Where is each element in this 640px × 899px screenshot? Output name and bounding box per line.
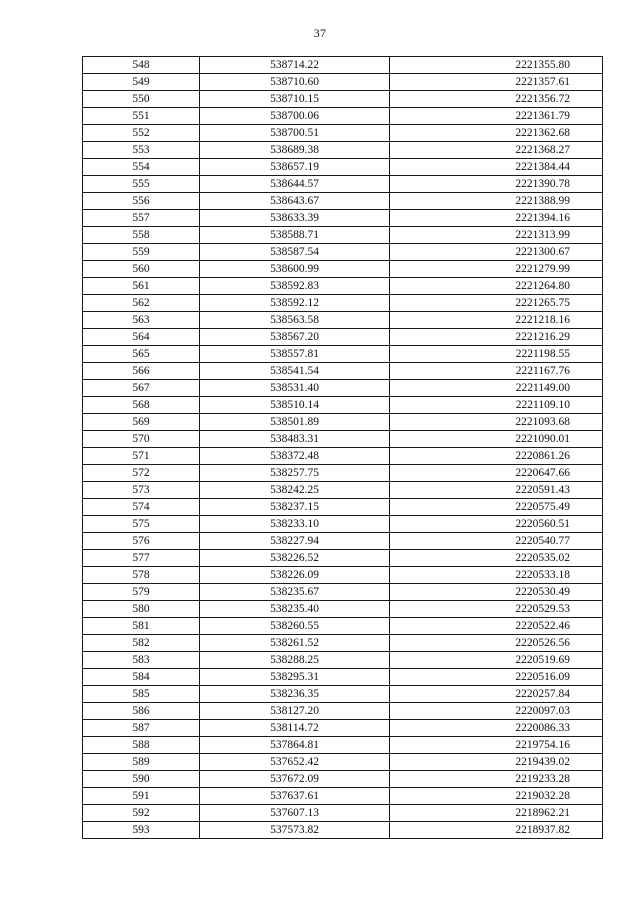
point-number-cell: 568: [83, 397, 200, 414]
table-row: [83, 754, 603, 771]
y-coordinate-cell: 2221149.00: [390, 380, 603, 397]
x-coordinate-cell: 538600.99: [200, 261, 390, 278]
point-number-cell: 581: [83, 618, 200, 635]
coordinates-table: [82, 56, 603, 839]
x-coordinate-cell: 537652.42: [200, 754, 390, 771]
table-row: [83, 346, 603, 363]
table-row: [83, 533, 603, 550]
y-coordinate-cell: 2219439.02: [390, 754, 603, 771]
table-row: [83, 108, 603, 125]
point-number-cell: 549: [83, 74, 200, 91]
x-coordinate-cell: 538714.22: [200, 57, 390, 74]
x-coordinate-cell: 538260.55: [200, 618, 390, 635]
point-number-cell: 578: [83, 567, 200, 584]
point-number-cell: 575: [83, 516, 200, 533]
point-number-cell: 553: [83, 142, 200, 159]
table-row: [83, 431, 603, 448]
x-coordinate-cell: 538483.31: [200, 431, 390, 448]
y-coordinate-cell: 2218962.21: [390, 805, 603, 822]
point-number-cell: 570: [83, 431, 200, 448]
x-coordinate-cell: 538657.19: [200, 159, 390, 176]
x-coordinate-cell: 538288.25: [200, 652, 390, 669]
y-coordinate-cell: 2221313.99: [390, 227, 603, 244]
table-row: [83, 567, 603, 584]
x-coordinate-cell: 538563.58: [200, 312, 390, 329]
x-coordinate-cell: 538236.35: [200, 686, 390, 703]
point-number-cell: 579: [83, 584, 200, 601]
point-number-cell: 555: [83, 176, 200, 193]
x-coordinate-cell: 538501.89: [200, 414, 390, 431]
table-row: [83, 482, 603, 499]
x-coordinate-cell: 538510.14: [200, 397, 390, 414]
x-coordinate-cell: 538644.57: [200, 176, 390, 193]
x-coordinate-cell: 538235.40: [200, 601, 390, 618]
point-number-cell: 557: [83, 210, 200, 227]
y-coordinate-cell: 2220522.46: [390, 618, 603, 635]
point-number-cell: 583: [83, 652, 200, 669]
y-coordinate-cell: 2220529.53: [390, 601, 603, 618]
y-coordinate-cell: 2220086.33: [390, 720, 603, 737]
table-row: [83, 210, 603, 227]
y-coordinate-cell: 2221300.67: [390, 244, 603, 261]
point-number-cell: 587: [83, 720, 200, 737]
y-coordinate-cell: 2221167.76: [390, 363, 603, 380]
y-coordinate-cell: 2220257.84: [390, 686, 603, 703]
x-coordinate-cell: 537637.61: [200, 788, 390, 805]
table-row: [83, 550, 603, 567]
y-coordinate-cell: 2220530.49: [390, 584, 603, 601]
table-row: [83, 329, 603, 346]
coordinates-table-body: [83, 57, 603, 839]
table-row: [83, 652, 603, 669]
y-coordinate-cell: 2221384.44: [390, 159, 603, 176]
y-coordinate-cell: 2221355.80: [390, 57, 603, 74]
table-row: [83, 261, 603, 278]
x-coordinate-cell: 538689.38: [200, 142, 390, 159]
y-coordinate-cell: 2220519.69: [390, 652, 603, 669]
x-coordinate-cell: 538242.25: [200, 482, 390, 499]
x-coordinate-cell: 538233.10: [200, 516, 390, 533]
point-number-cell: 586: [83, 703, 200, 720]
x-coordinate-cell: 538700.51: [200, 125, 390, 142]
point-number-cell: 548: [83, 57, 200, 74]
x-coordinate-cell: 538557.81: [200, 346, 390, 363]
y-coordinate-cell: 2220540.77: [390, 533, 603, 550]
table-row: [83, 142, 603, 159]
x-coordinate-cell: 538643.67: [200, 193, 390, 210]
x-coordinate-cell: 538541.54: [200, 363, 390, 380]
y-coordinate-cell: 2220861.26: [390, 448, 603, 465]
point-number-cell: 552: [83, 125, 200, 142]
table-row: [83, 635, 603, 652]
table-row: [83, 499, 603, 516]
x-coordinate-cell: 538227.94: [200, 533, 390, 550]
table-row: [83, 805, 603, 822]
table-row: [83, 312, 603, 329]
x-coordinate-cell: 538567.20: [200, 329, 390, 346]
y-coordinate-cell: 2221264.80: [390, 278, 603, 295]
y-coordinate-cell: 2221394.16: [390, 210, 603, 227]
point-number-cell: 572: [83, 465, 200, 482]
table-row: [83, 295, 603, 312]
point-number-cell: 565: [83, 346, 200, 363]
table-row: [83, 516, 603, 533]
y-coordinate-cell: 2221090.01: [390, 431, 603, 448]
point-number-cell: 560: [83, 261, 200, 278]
y-coordinate-cell: 2218937.82: [390, 822, 603, 839]
y-coordinate-cell: 2221093.68: [390, 414, 603, 431]
point-number-cell: 584: [83, 669, 200, 686]
x-coordinate-cell: 537607.13: [200, 805, 390, 822]
y-coordinate-cell: 2221368.27: [390, 142, 603, 159]
point-number-cell: 569: [83, 414, 200, 431]
y-coordinate-cell: 2221361.79: [390, 108, 603, 125]
point-number-cell: 592: [83, 805, 200, 822]
point-number-cell: 590: [83, 771, 200, 788]
point-number-cell: 551: [83, 108, 200, 125]
point-number-cell: 585: [83, 686, 200, 703]
table-row: [83, 448, 603, 465]
x-coordinate-cell: 538237.15: [200, 499, 390, 516]
point-number-cell: 573: [83, 482, 200, 499]
y-coordinate-cell: 2221198.55: [390, 346, 603, 363]
table-row: [83, 822, 603, 839]
point-number-cell: 556: [83, 193, 200, 210]
table-row: [83, 244, 603, 261]
x-coordinate-cell: 538226.52: [200, 550, 390, 567]
x-coordinate-cell: 538710.60: [200, 74, 390, 91]
x-coordinate-cell: 538114.72: [200, 720, 390, 737]
y-coordinate-cell: 2220647.66: [390, 465, 603, 482]
x-coordinate-cell: 538257.75: [200, 465, 390, 482]
x-coordinate-cell: 538700.06: [200, 108, 390, 125]
point-number-cell: 567: [83, 380, 200, 397]
x-coordinate-cell: 538633.39: [200, 210, 390, 227]
table-row: [83, 125, 603, 142]
table-row: [83, 465, 603, 482]
table-row: [83, 57, 603, 74]
y-coordinate-cell: 2220535.02: [390, 550, 603, 567]
point-number-cell: 589: [83, 754, 200, 771]
y-coordinate-cell: 2221216.29: [390, 329, 603, 346]
x-coordinate-cell: 537573.82: [200, 822, 390, 839]
y-coordinate-cell: 2219032.28: [390, 788, 603, 805]
table-row: [83, 227, 603, 244]
point-number-cell: 582: [83, 635, 200, 652]
x-coordinate-cell: 538588.71: [200, 227, 390, 244]
point-number-cell: 574: [83, 499, 200, 516]
table-row: [83, 737, 603, 754]
table-row: [83, 686, 603, 703]
x-coordinate-cell: 538587.54: [200, 244, 390, 261]
table-row: [83, 176, 603, 193]
y-coordinate-cell: 2221279.99: [390, 261, 603, 278]
y-coordinate-cell: 2221218.16: [390, 312, 603, 329]
point-number-cell: 559: [83, 244, 200, 261]
x-coordinate-cell: 538710.15: [200, 91, 390, 108]
table-row: [83, 74, 603, 91]
x-coordinate-cell: 538592.12: [200, 295, 390, 312]
table-row: [83, 618, 603, 635]
y-coordinate-cell: 2221109.10: [390, 397, 603, 414]
y-coordinate-cell: 2220516.09: [390, 669, 603, 686]
point-number-cell: 550: [83, 91, 200, 108]
y-coordinate-cell: 2220097.03: [390, 703, 603, 720]
x-coordinate-cell: 538127.20: [200, 703, 390, 720]
y-coordinate-cell: 2219754.16: [390, 737, 603, 754]
y-coordinate-cell: 2221390.78: [390, 176, 603, 193]
table-row: [83, 363, 603, 380]
x-coordinate-cell: 538372.48: [200, 448, 390, 465]
table-row: [83, 397, 603, 414]
table-row: [83, 91, 603, 108]
point-number-cell: 577: [83, 550, 200, 567]
x-coordinate-cell: 538235.67: [200, 584, 390, 601]
page-number: 37: [313, 26, 327, 40]
table-row: [83, 584, 603, 601]
point-number-cell: 588: [83, 737, 200, 754]
y-coordinate-cell: 2220560.51: [390, 516, 603, 533]
y-coordinate-cell: 2220575.49: [390, 499, 603, 516]
table-row: [83, 788, 603, 805]
table-row: [83, 278, 603, 295]
table-row: [83, 414, 603, 431]
y-coordinate-cell: 2220533.18: [390, 567, 603, 584]
x-coordinate-cell: 537864.81: [200, 737, 390, 754]
point-number-cell: 564: [83, 329, 200, 346]
point-number-cell: 580: [83, 601, 200, 618]
table-row: [83, 380, 603, 397]
x-coordinate-cell: 538226.09: [200, 567, 390, 584]
x-coordinate-cell: 538261.52: [200, 635, 390, 652]
x-coordinate-cell: 538592.83: [200, 278, 390, 295]
y-coordinate-cell: 2221362.68: [390, 125, 603, 142]
point-number-cell: 571: [83, 448, 200, 465]
table-row: [83, 601, 603, 618]
x-coordinate-cell: 538295.31: [200, 669, 390, 686]
table-row: [83, 159, 603, 176]
point-number-cell: 576: [83, 533, 200, 550]
y-coordinate-cell: 2219233.28: [390, 771, 603, 788]
point-number-cell: 558: [83, 227, 200, 244]
y-coordinate-cell: 2220591.43: [390, 482, 603, 499]
y-coordinate-cell: 2221357.61: [390, 74, 603, 91]
table-row: [83, 193, 603, 210]
y-coordinate-cell: 2221265.75: [390, 295, 603, 312]
x-coordinate-cell: 538531.40: [200, 380, 390, 397]
point-number-cell: 562: [83, 295, 200, 312]
point-number-cell: 593: [83, 822, 200, 839]
y-coordinate-cell: 2221356.72: [390, 91, 603, 108]
point-number-cell: 561: [83, 278, 200, 295]
point-number-cell: 591: [83, 788, 200, 805]
point-number-cell: 566: [83, 363, 200, 380]
table-row: [83, 771, 603, 788]
y-coordinate-cell: 2221388.99: [390, 193, 603, 210]
y-coordinate-cell: 2220526.56: [390, 635, 603, 652]
point-number-cell: 563: [83, 312, 200, 329]
point-number-cell: 554: [83, 159, 200, 176]
table-row: [83, 703, 603, 720]
table-row: [83, 669, 603, 686]
table-row: [83, 720, 603, 737]
x-coordinate-cell: 537672.09: [200, 771, 390, 788]
